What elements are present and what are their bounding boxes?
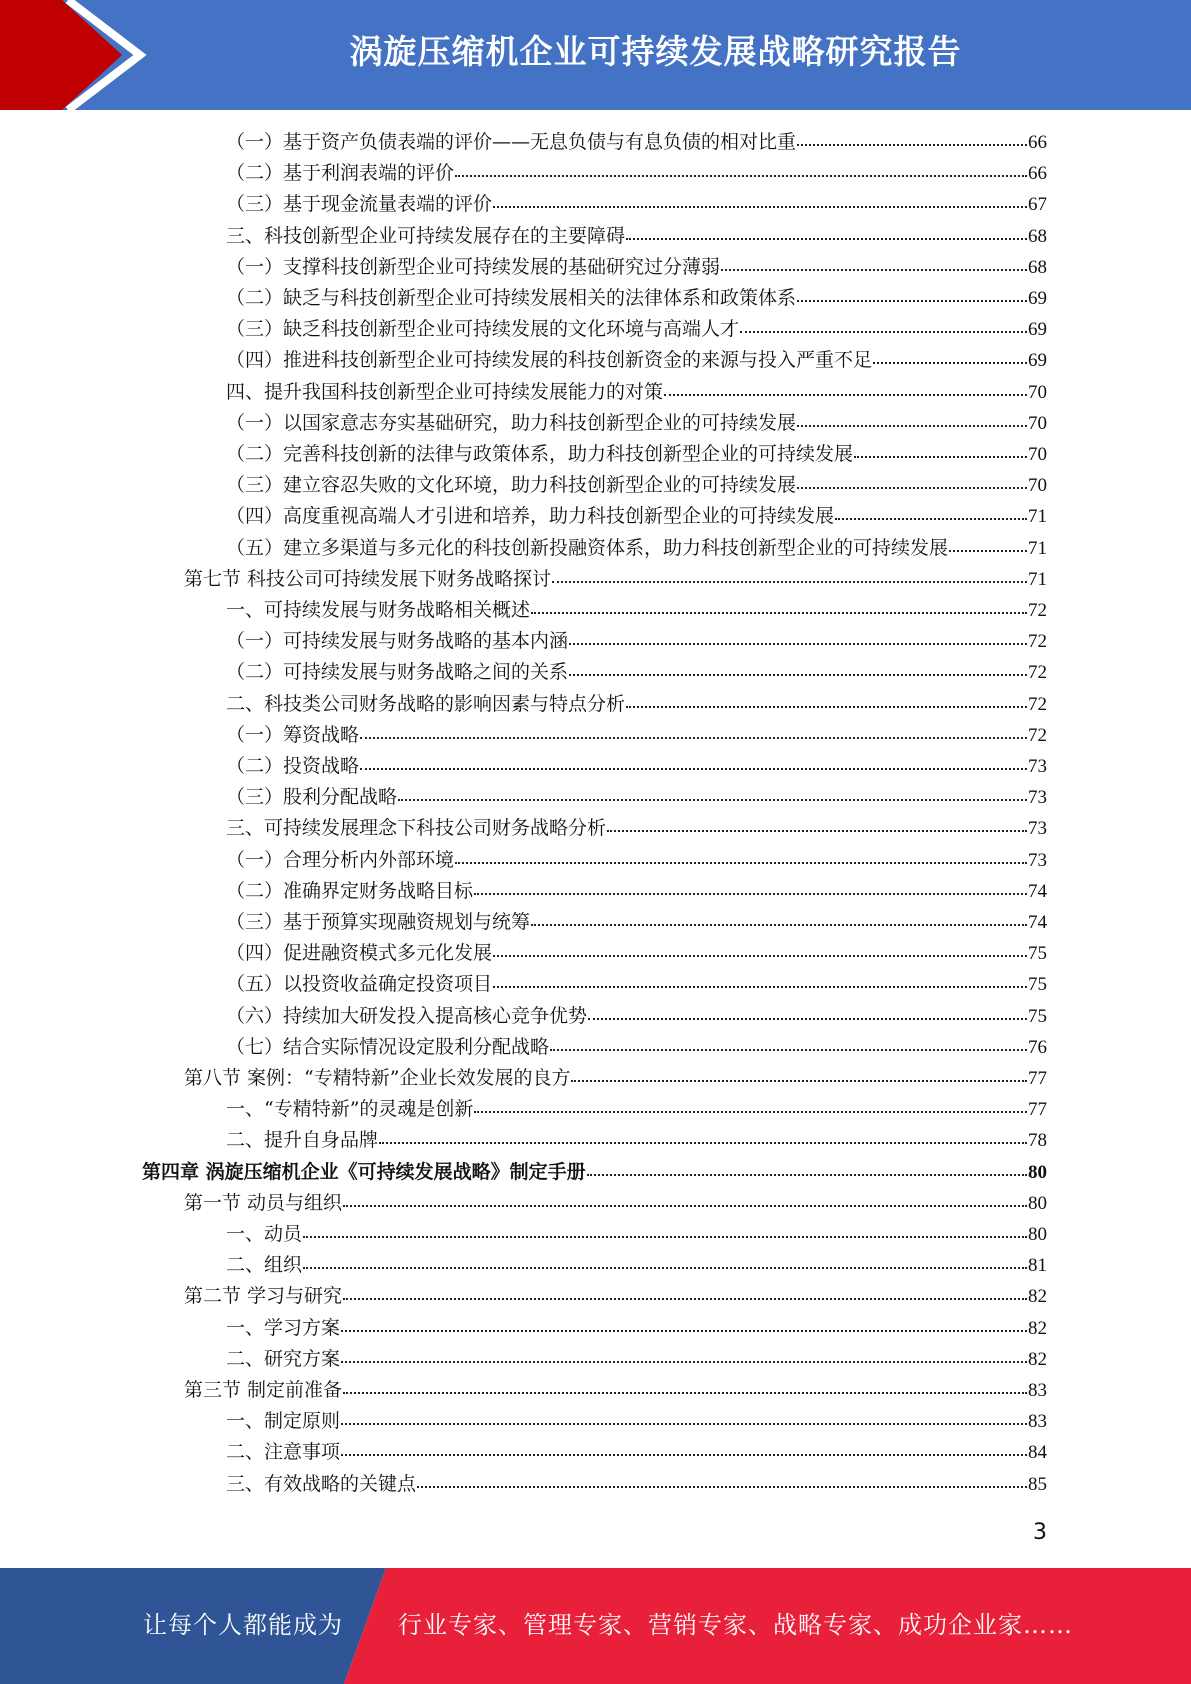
toc-dot-leader <box>588 1017 1027 1020</box>
toc-entry-title: 第八节 案例：“专精特新”企业长效发展的良方 <box>184 1067 571 1089</box>
toc-entry[interactable] <box>226 408 1047 438</box>
toc-entry-title: 第三节 制定前准备 <box>184 1379 343 1401</box>
toc-dot-leader <box>797 424 1027 427</box>
toc-entry[interactable] <box>226 221 1047 251</box>
toc-entry-page: 74 <box>1028 912 1047 933</box>
toc-dot-leader <box>398 798 1027 801</box>
toc-entry-title: 一、“专精特新”的灵魂是创新 <box>226 1098 474 1121</box>
toc-entry-page: 82 <box>1028 1286 1047 1308</box>
toc-entry-title: 二、组织 <box>226 1254 303 1277</box>
toc-entry[interactable] <box>226 907 1047 937</box>
toc-entry[interactable] <box>226 595 1047 625</box>
footer-slogan-left: 让每个人都能成为 <box>143 1611 343 1639</box>
toc-entry-page: 73 <box>1028 756 1047 777</box>
toc-entry-page: 71 <box>1028 506 1047 528</box>
toc-entry-page: 70 <box>1028 444 1047 465</box>
toc-entry-page: 83 <box>1028 1380 1047 1401</box>
toc-entry-title: 一、可持续发展与财务战略相关概述 <box>226 599 531 621</box>
toc-entry-page: 72 <box>1028 693 1047 715</box>
toc-dot-leader <box>721 268 1027 271</box>
toc-entry-title: 二、科技类公司财务战略的影响因素与特点分析 <box>226 692 626 715</box>
toc-entry[interactable] <box>226 127 1047 157</box>
toc-entry-title: 一、动员 <box>226 1223 303 1245</box>
toc-entry[interactable] <box>226 876 1047 906</box>
toc-dot-leader <box>303 1266 1027 1269</box>
toc-entry-title: （二）缺乏与科技创新型企业可持续发展相关的法律体系和政策体系 <box>226 287 797 309</box>
toc-entry-page: 72 <box>1028 600 1047 621</box>
toc-dot-leader <box>607 829 1027 832</box>
toc-entry-title: （一）以国家意志夯实基础研究，助力科技创新型企业的可持续发展 <box>226 411 797 434</box>
toc-entry-title: 第一节 动员与组织 <box>184 1191 343 1214</box>
toc-entry-page: 78 <box>1028 1130 1047 1152</box>
toc-entry-page: 69 <box>1028 288 1047 309</box>
toc-entry[interactable] <box>226 533 1047 563</box>
toc-entry[interactable] <box>226 283 1047 313</box>
toc-dot-leader <box>797 486 1027 489</box>
toc-entry[interactable] <box>226 938 1047 968</box>
toc-entry[interactable] <box>226 439 1047 469</box>
toc-entry-title: 三、科技创新型企业可持续发展存在的主要障碍 <box>226 224 626 247</box>
toc-dot-leader <box>531 923 1027 926</box>
toc-entry[interactable] <box>226 1406 1047 1436</box>
toc-entry-title: 三、可持续发展理念下科技公司财务战略分析 <box>226 817 607 840</box>
toc-entry[interactable] <box>184 1375 1047 1405</box>
toc-dot-leader <box>493 985 1027 988</box>
toc-entry[interactable] <box>226 1219 1047 1249</box>
toc-dot-leader <box>569 673 1027 676</box>
toc-entry-page: 73 <box>1028 818 1047 840</box>
toc-entry-title: （一）筹资战略 <box>226 723 360 746</box>
toc-entry[interactable] <box>226 1125 1047 1155</box>
toc-entry-page: 74 <box>1028 880 1047 902</box>
toc-entry-page: 85 <box>1028 1473 1047 1495</box>
toc-entry-page: 72 <box>1028 662 1047 684</box>
toc-entry-page: 84 <box>1028 1442 1047 1464</box>
toc-entry-page: 70 <box>1028 412 1047 434</box>
toc-dot-leader <box>552 580 1027 583</box>
toc-entry-page: 66 <box>1028 163 1047 185</box>
toc-dot-leader <box>571 1079 1027 1082</box>
toc-dot-leader <box>626 705 1027 708</box>
toc-entry-page: 72 <box>1028 724 1047 746</box>
toc-entry-page: 75 <box>1028 1005 1047 1027</box>
toc-dot-leader <box>343 1297 1027 1300</box>
toc-entry[interactable] <box>184 1281 1047 1311</box>
toc-dot-leader <box>550 1048 1027 1051</box>
toc-entry-title: （五）建立多渠道与多元化的科技创新投融资体系，助力科技创新型企业的可持续发展 <box>226 536 949 559</box>
toc-entry-title: 一、学习方案 <box>226 1316 341 1339</box>
toc-entry-page: 68 <box>1028 256 1047 278</box>
toc-dot-leader <box>455 861 1027 864</box>
toc-entry[interactable] <box>226 1094 1047 1124</box>
toc-entry-page: 82 <box>1028 1348 1047 1370</box>
toc-entry[interactable] <box>226 626 1047 656</box>
toc-entry[interactable] <box>184 564 1047 594</box>
toc-entry-page: 69 <box>1028 350 1047 372</box>
page-header <box>0 0 1191 110</box>
toc-entry-title: 二、注意事项 <box>226 1441 341 1464</box>
toc-entry[interactable] <box>226 189 1047 219</box>
toc-entry[interactable] <box>184 1188 1047 1218</box>
toc-entry[interactable] <box>142 1157 1047 1187</box>
toc-entry[interactable] <box>226 1469 1047 1499</box>
toc-entry-title: （七）结合实际情况设定股利分配战略 <box>226 1035 550 1058</box>
toc-entry-title: 第七节 科技公司可持续发展下财务战略探讨 <box>184 567 552 590</box>
toc-entry-title: （三）缺乏科技创新型企业可持续发展的文化环境与高端人才 <box>226 318 740 341</box>
toc-dot-leader <box>835 517 1027 520</box>
toc-entry[interactable] <box>226 345 1047 375</box>
toc-entry-title: （一）合理分析内外部环境 <box>226 848 455 871</box>
page-number: 3 <box>1033 1520 1047 1545</box>
toc-entry-title: （一）可持续发展与财务战略的基本内涵 <box>226 630 569 653</box>
toc-entry-title: （二）投资战略 <box>226 755 360 777</box>
toc-dot-leader <box>797 143 1027 146</box>
toc-dot-leader <box>569 642 1027 645</box>
toc-entry-title: （二）基于利润表端的评价 <box>226 162 455 185</box>
toc-entry[interactable] <box>226 377 1047 407</box>
toc-entry-title: 第二节 学习与研究 <box>184 1285 343 1308</box>
toc-entry-title: （四）促进融资模式多元化发展 <box>226 942 493 965</box>
toc-entry-title: （二）完善科技创新的法律与政策体系，助力科技创新型企业的可持续发展 <box>226 443 854 465</box>
toc-entry[interactable] <box>226 1032 1047 1062</box>
toc-entry[interactable] <box>226 1001 1047 1031</box>
toc-entry[interactable] <box>226 689 1047 719</box>
toc-entry[interactable] <box>226 969 1047 999</box>
toc-entry-page: 73 <box>1028 787 1047 809</box>
toc-entry[interactable] <box>226 252 1047 282</box>
toc-entry-page: 75 <box>1028 943 1047 965</box>
report-title: 涡旋压缩机企业可持续发展战略研究报告 <box>349 32 962 71</box>
toc-dot-leader <box>341 1453 1027 1456</box>
toc-entry[interactable] <box>226 657 1047 687</box>
toc-entry[interactable] <box>226 1313 1047 1343</box>
toc-entry-title: （二）可持续发展与财务战略之间的关系 <box>226 661 569 684</box>
toc-entry[interactable] <box>226 751 1047 781</box>
toc-entry-page: 69 <box>1028 319 1047 341</box>
toc-entry[interactable] <box>226 1437 1047 1467</box>
toc-dot-leader <box>360 767 1027 770</box>
toc-dot-leader <box>455 174 1027 177</box>
toc-dot-leader <box>493 954 1027 957</box>
toc-dot-leader <box>474 892 1027 895</box>
toc-entry-title: （五）以投资收益确定投资项目 <box>226 973 493 996</box>
toc-dot-leader <box>493 205 1027 208</box>
toc-entry-title: 一、制定原则 <box>226 1410 341 1433</box>
toc-entry-page: 70 <box>1028 381 1047 403</box>
toc-entry-page: 80 <box>1028 1192 1047 1214</box>
toc-entry-page: 76 <box>1028 1036 1047 1058</box>
toc-dot-leader <box>343 1204 1027 1207</box>
toc-dot-leader <box>740 330 1027 333</box>
toc-entry[interactable] <box>226 501 1047 531</box>
toc-entry[interactable] <box>226 470 1047 500</box>
toc-entry[interactable] <box>226 813 1047 843</box>
toc-entry-page: 81 <box>1028 1255 1047 1277</box>
toc-entry-title: 三、有效战略的关键点 <box>226 1472 417 1495</box>
toc-entry-title: （三）股利分配战略 <box>226 786 398 809</box>
toc-entry-title: 第四章 涡旋压缩机企业《可持续发展战略》制定手册 <box>142 1160 586 1183</box>
toc-dot-leader <box>664 393 1027 396</box>
toc-entry[interactable] <box>226 314 1047 344</box>
toc-entry-title: （一）基于资产负债表端的评价——无息负债与有息负债的相对比重 <box>226 131 797 153</box>
toc-dot-leader <box>626 237 1027 240</box>
toc-entry-page: 73 <box>1028 849 1047 871</box>
toc-dot-leader <box>474 1110 1027 1113</box>
toc-dot-leader <box>417 1485 1027 1488</box>
toc-entry-title: （二）准确界定财务战略目标 <box>226 879 474 902</box>
toc-entry-page: 83 <box>1028 1411 1047 1433</box>
toc-dot-leader <box>873 361 1027 364</box>
toc-dot-leader <box>587 1173 1027 1176</box>
toc-entry-title: 二、研究方案 <box>226 1347 341 1370</box>
toc-entry-page: 77 <box>1028 1099 1047 1121</box>
toc-entry-title: （一）支撑科技创新型企业可持续发展的基础研究过分薄弱 <box>226 255 721 278</box>
toc-entry-page: 66 <box>1028 132 1047 153</box>
toc-entry[interactable] <box>226 158 1047 188</box>
toc-entry-title: （六）持续加大研发投入提高核心竞争优势 <box>226 1004 588 1027</box>
toc-entry-title: （三）基于预算实现融资规划与统筹 <box>226 911 531 933</box>
footer-slogan-right: 行业专家、管理专家、营销专家、战略专家、成功企业家…… <box>398 1611 1073 1639</box>
toc-entry[interactable] <box>226 1250 1047 1280</box>
toc-entry-page: 68 <box>1028 225 1047 247</box>
toc-entry-page: 71 <box>1028 568 1047 590</box>
toc-entry-page: 75 <box>1028 974 1047 996</box>
toc-entry-page: 82 <box>1028 1317 1047 1339</box>
toc-dot-leader <box>341 1329 1027 1332</box>
toc-entry[interactable] <box>226 782 1047 812</box>
toc-entry-title: （四）高度重视高端人才引进和培养，助力科技创新型企业的可持续发展 <box>226 505 835 528</box>
toc-dot-leader <box>360 736 1027 739</box>
toc-entry[interactable] <box>226 845 1047 875</box>
toc-entry-page: 77 <box>1028 1068 1047 1089</box>
toc-entry-title: （三）基于现金流量表端的评价 <box>226 193 493 216</box>
toc-entry[interactable] <box>226 1344 1047 1374</box>
toc-entry-page: 72 <box>1028 631 1047 653</box>
toc-dot-leader <box>379 1141 1027 1144</box>
toc-entry-title: 二、提升自身品牌 <box>226 1129 379 1152</box>
toc-entry-page: 67 <box>1028 194 1047 216</box>
toc-entry-page: 71 <box>1028 537 1047 559</box>
toc-dot-leader <box>797 299 1027 302</box>
toc-entry-title: 四、提升我国科技创新型企业可持续发展能力的对策 <box>226 380 664 403</box>
toc-dot-leader <box>343 1391 1027 1394</box>
toc-dot-leader <box>303 1235 1027 1238</box>
toc-entry-page: 80 <box>1028 1161 1047 1183</box>
toc-dot-leader <box>949 549 1027 552</box>
page-footer <box>0 1568 1191 1684</box>
toc-dot-leader <box>341 1422 1027 1425</box>
toc-entry-title: （四）推进科技创新型企业可持续发展的科技创新资金的来源与投入严重不足 <box>226 349 873 372</box>
toc-dot-leader <box>531 611 1027 614</box>
toc-entry-title: （三）建立容忍失败的文化环境，助力科技创新型企业的可持续发展 <box>226 474 797 497</box>
toc-entry[interactable] <box>184 1063 1047 1093</box>
toc-entry[interactable] <box>226 720 1047 750</box>
toc-entry-page: 80 <box>1028 1224 1047 1245</box>
toc-dot-leader <box>341 1360 1027 1363</box>
toc-entry-page: 70 <box>1028 475 1047 497</box>
toc-dot-leader <box>854 455 1027 458</box>
